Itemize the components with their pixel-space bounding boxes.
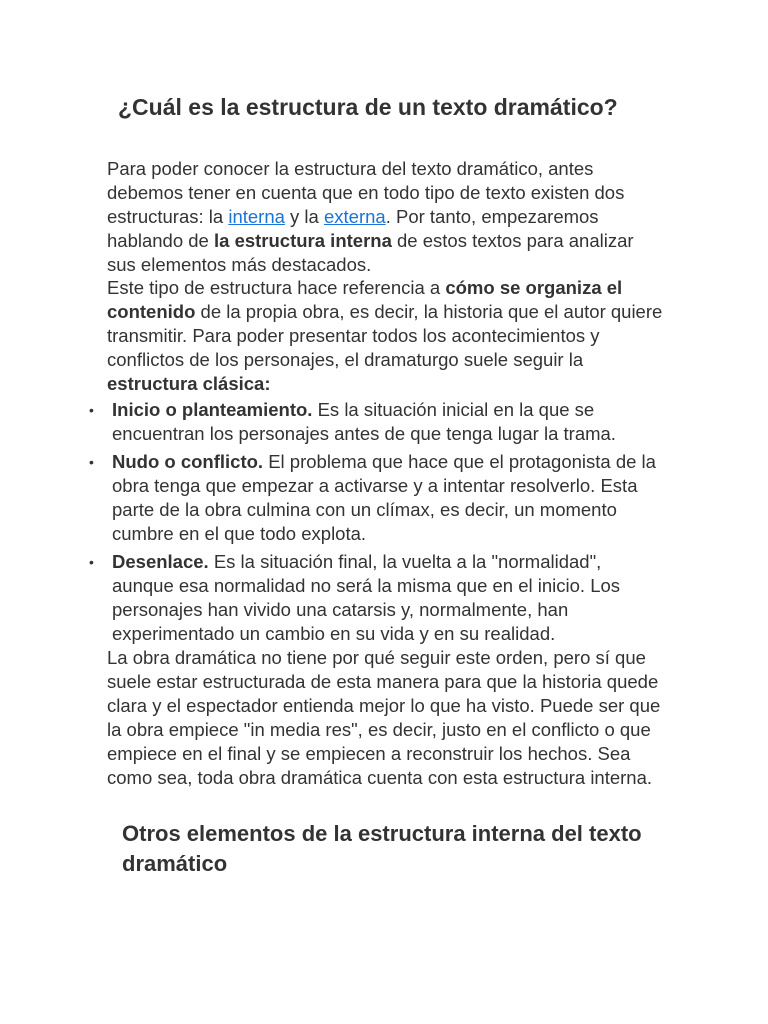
structure-paragraph [107,276,667,396]
bullet-icon: • [89,554,94,570]
structure-bold-organization: cómo se organiza el contenido [107,277,623,322]
intro-text-4: de estos textos para analizar sus elementos más destacados. [107,230,634,275]
intro-text-2: y la [284,206,324,227]
link-externa[interactable]: externa [323,206,386,227]
list-item-term: Nudo o conflicto. [112,451,264,472]
structure-bold-classic: estructura clásica: [107,373,271,394]
list-item-nudo [0,450,667,546]
intro-paragraph [107,157,667,277]
list-item-description: Es la situación final, la vuelta a la "normalidad", aunque esa normalidad no será la misma que en el inicio. Los personajes han vivido una catarsis y, normalmente, han experimentado un cambio en su vida y en su realidad. [112,551,621,644]
list-item-term: Desenlace. [112,551,209,572]
list-item-description: Es la situación inicial en la que se encuentran los personajes antes de que tenga lugar la trama. [112,399,616,444]
structure-text-2: de la propia obra, es decir, la historia que el autor quiere transmitir. Para poder presentar todos los acontecimientos y conflictos de los personajes, el dramaturgo suele seguir la [107,301,663,370]
link-interna[interactable]: interna [228,206,285,227]
classic-structure-list [0,398,700,650]
section-heading-structure: ¿Cuál es la estructura de un texto dramático? [118,94,618,120]
intro-bold-internal-structure: la estructura interna [214,230,392,251]
bullet-icon: • [89,402,94,418]
intro-text-1: Para poder conocer la estructura del texto dramático, antes debemos tener en cuenta que en todo tipo de texto existen dos estructuras: la [107,158,625,227]
list-item-term: Inicio o planteamiento. [112,399,313,420]
list-item-description: El problema que hace que el protagonista de la obra tenga que empezar a activarse y a intentar resolverlo. Esta parte de la obra culmina con un clímax, es decir, un momento cumbre en el que todo explota. [112,451,656,544]
structure-text-1: Este tipo de estructura hace referencia a [107,277,446,298]
bullet-icon: • [89,454,94,470]
list-item-desenlace [0,550,667,646]
intro-text-3: . Por tanto, empezaremos hablando de [107,206,599,251]
order-paragraph: La obra dramática no tiene por qué seguir este orden, pero sí que suele estar estructurada de esta manera para que la historia quede clara y el espectador entienda mejor lo que ha visto. Puede ser que la obra empiece "in media res", es decir, justo en el conflicto o que empiece en el final y se empiecen a reconstruir los hechos. Sea como sea, toda obra dramática cuenta con esta estructura interna. [107,647,661,788]
section-heading-other-elements: Otros elementos de la estructura interna del texto dramático [122,821,642,876]
list-item-inicio [0,398,667,446]
